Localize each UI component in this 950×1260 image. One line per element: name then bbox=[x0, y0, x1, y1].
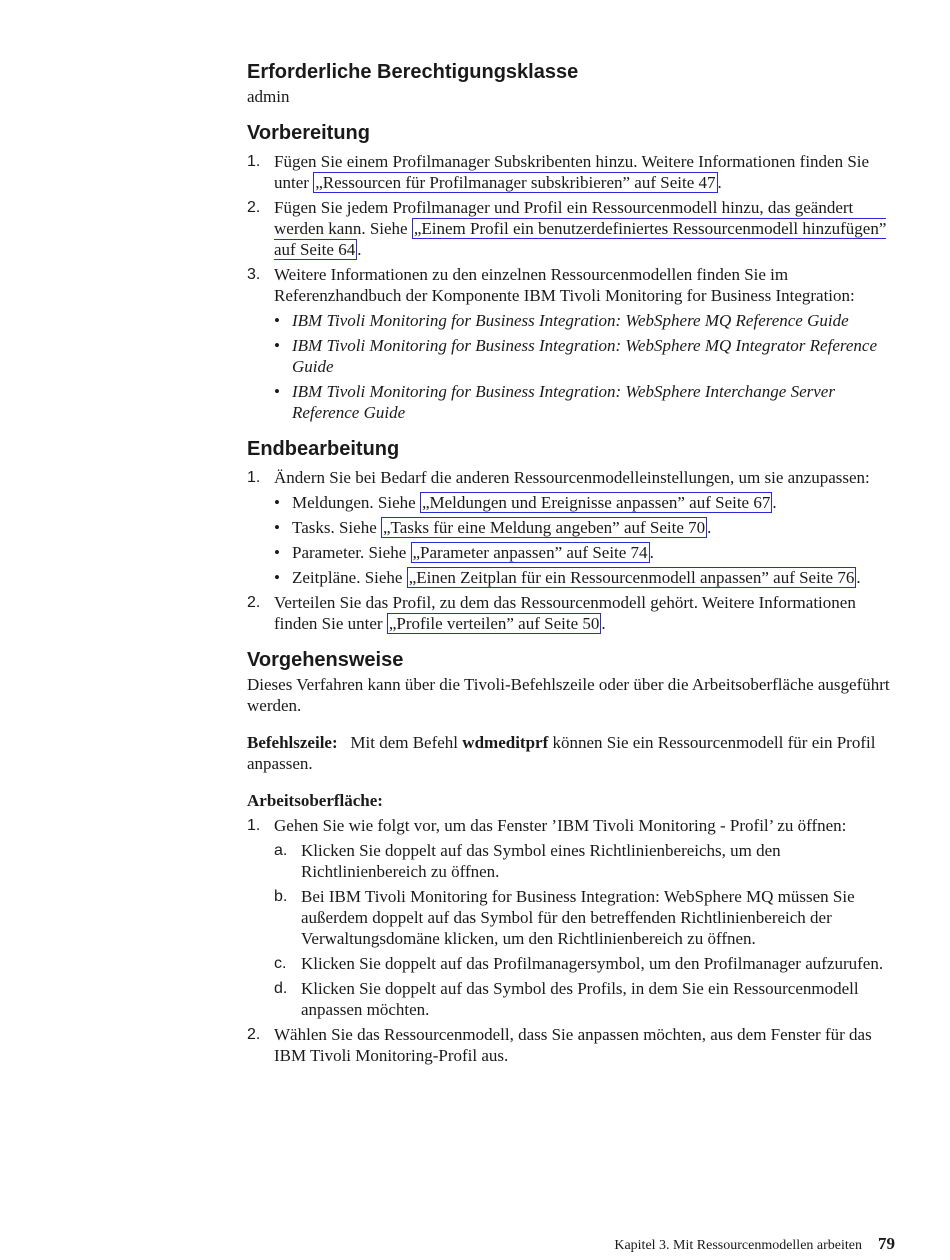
section-preparation bbox=[247, 119, 895, 423]
section-procedure bbox=[247, 646, 895, 1066]
item-text: Weitere Informationen zu den einzelnen Ressourcenmodellen finden Sie im Referenzhandbuch der Komponente IBM Tivoli Monitoring for Business Integration: bbox=[274, 265, 855, 305]
section-required-authorization bbox=[247, 58, 895, 107]
item-text: Wählen Sie das Ressourcenmodell, dass Sie anpassen möchten, aus dem Fenster für das IBM Tivoli Monitoring-Profil aus. bbox=[274, 1025, 872, 1065]
chapter-title: Kapitel 3. Mit Ressourcenmodellen arbeiten bbox=[614, 1238, 862, 1253]
bullet-icon: • bbox=[274, 336, 280, 355]
authorization-role: admin bbox=[247, 87, 290, 106]
list-marker: 3. bbox=[247, 266, 261, 283]
list-item bbox=[274, 310, 895, 331]
list-item bbox=[247, 151, 895, 193]
section-heading: Erforderliche Berechtigungsklasse bbox=[247, 61, 579, 83]
item-text: Tasks. Siehe bbox=[292, 518, 381, 537]
gui-label: Arbeitsoberfläche: bbox=[247, 791, 383, 810]
procedure-intro: Dieses Verfahren kann über die Tivoli-Befehlszeile oder über die Arbeitsoberfläche ausgeführt werden. bbox=[247, 675, 890, 715]
cross-reference-link[interactable]: „Einem Profil ein benutzerdefiniertes Ressourcenmodell hinzufügen” auf Seite 64 bbox=[274, 219, 887, 259]
list-marker: 1. bbox=[247, 153, 261, 170]
command-line-label: Befehlszeile: bbox=[247, 733, 338, 752]
list-marker: a. bbox=[274, 842, 288, 859]
list-item bbox=[274, 953, 895, 974]
page-content bbox=[247, 58, 895, 1070]
item-text: Klicken Sie doppelt auf das Symbol eines Richtlinienbereichs, um den Richtlinienbereich zu öffnen. bbox=[301, 841, 781, 881]
cross-reference-link[interactable]: „Tasks für eine Meldung angeben” auf Seite 70 bbox=[383, 518, 706, 537]
bullet-icon: • bbox=[274, 311, 280, 330]
list-item bbox=[274, 492, 895, 513]
lettered-list bbox=[274, 840, 895, 1020]
list-item bbox=[274, 567, 895, 588]
item-text: Meldungen. Siehe bbox=[292, 493, 420, 512]
reference-guide-title: IBM Tivoli Monitoring for Business Integration: WebSphere MQ Reference Guide bbox=[292, 311, 849, 330]
item-text: Fügen Sie jedem Profilmanager und Profil ein Ressourcenmodell hinzu, das geändert werden kann. Siehe bbox=[274, 198, 854, 238]
list-marker: 1. bbox=[247, 817, 261, 834]
reference-guide-title: IBM Tivoli Monitoring for Business Integration: WebSphere Interchange Server Reference Guide bbox=[292, 382, 835, 422]
list-item bbox=[274, 381, 895, 423]
list-marker: 2. bbox=[247, 199, 261, 216]
numbered-list bbox=[247, 815, 895, 1066]
list-item bbox=[274, 335, 895, 377]
item-text: . bbox=[601, 614, 606, 633]
reference-guide-title: IBM Tivoli Monitoring for Business Integration: WebSphere MQ Integrator Reference Guide bbox=[292, 336, 877, 376]
list-item bbox=[247, 264, 895, 423]
list-item bbox=[274, 978, 895, 1020]
list-marker: 2. bbox=[247, 1026, 261, 1043]
item-text: . bbox=[856, 568, 861, 587]
list-marker: d. bbox=[274, 980, 288, 997]
section-heading: Endbearbeitung bbox=[247, 438, 400, 460]
item-text: Ändern Sie bei Bedarf die anderen Ressourcenmodelleinstellungen, um sie anzupassen: bbox=[274, 468, 870, 487]
cross-reference-link[interactable]: „Einen Zeitplan für ein Ressourcenmodell anpassen” auf Seite 76 bbox=[408, 568, 855, 587]
item-text: . bbox=[357, 240, 362, 259]
cross-reference-link[interactable]: „Meldungen und Ereignisse anpassen” auf Seite 67 bbox=[421, 493, 771, 512]
cross-reference-link[interactable]: „Ressourcen für Profilmanager subskribieren” auf Seite 47 bbox=[315, 173, 716, 192]
item-text: . bbox=[772, 493, 777, 512]
item-text: Mit dem Befehl bbox=[350, 733, 463, 752]
list-item bbox=[247, 592, 895, 634]
item-text: Gehen Sie wie folgt vor, um das Fenster ’IBM Tivoli Monitoring - Profil’ zu öffnen: bbox=[274, 816, 847, 835]
page-footer bbox=[614, 1234, 895, 1254]
bullet-icon: • bbox=[274, 543, 280, 562]
item-text: Parameter. Siehe bbox=[292, 543, 411, 562]
cross-reference-link[interactable]: „Profile verteilen” auf Seite 50 bbox=[388, 614, 600, 633]
list-item bbox=[247, 815, 895, 1020]
cross-reference-link[interactable]: „Parameter anpassen” auf Seite 74 bbox=[412, 543, 648, 562]
item-text: . bbox=[717, 173, 722, 192]
list-item bbox=[247, 467, 895, 588]
item-text: Fügen Sie einem Profilmanager Subskribenten hinzu. Weitere Informationen finden Sie unter bbox=[274, 152, 870, 192]
item-text: können Sie ein Ressourcenmodell für ein Profil anpassen. bbox=[247, 733, 876, 773]
command-name: wdmeditprf bbox=[462, 733, 549, 752]
item-text: Bei IBM Tivoli Monitoring for Business Integration: WebSphere MQ müssen Sie außerdem doppelt auf das Symbol für den betreffenden Richtlinienbereich der Verwaltungsdomäne klicken, um den Richtlinienbereich zu öffnen. bbox=[301, 887, 855, 948]
item-text: Verteilen Sie das Profil, zu dem das Ressourcenmodell gehört. Weitere Informationen finden Sie unter bbox=[274, 593, 856, 633]
command-line-paragraph bbox=[247, 732, 895, 774]
section-post-processing bbox=[247, 435, 895, 634]
item-text: . bbox=[707, 518, 712, 537]
bullet-list bbox=[274, 310, 895, 423]
bullet-icon: • bbox=[274, 493, 280, 512]
list-marker: 2. bbox=[247, 594, 261, 611]
numbered-list bbox=[247, 151, 895, 423]
list-marker: c. bbox=[274, 955, 287, 972]
list-marker: b. bbox=[274, 888, 288, 905]
bullet-icon: • bbox=[274, 382, 280, 401]
bullet-list bbox=[274, 492, 895, 588]
list-item bbox=[274, 840, 895, 882]
section-heading: Vorbereitung bbox=[247, 122, 370, 144]
numbered-list bbox=[247, 467, 895, 634]
gui-paragraph bbox=[247, 790, 895, 811]
section-heading: Vorgehensweise bbox=[247, 649, 404, 671]
page-number: 79 bbox=[878, 1234, 895, 1253]
list-item bbox=[274, 542, 895, 563]
list-marker: 1. bbox=[247, 469, 261, 486]
item-text: . bbox=[649, 543, 654, 562]
list-item bbox=[247, 197, 895, 260]
list-item bbox=[274, 886, 895, 949]
list-item bbox=[247, 1024, 895, 1066]
item-text: Klicken Sie doppelt auf das Symbol des Profils, in dem Sie ein Ressourcenmodell anpassen möchten. bbox=[301, 979, 859, 1019]
item-text: Zeitpläne. Siehe bbox=[292, 568, 407, 587]
item-text: Klicken Sie doppelt auf das Profilmanagersymbol, um den Profilmanager aufzurufen. bbox=[301, 954, 884, 973]
list-item bbox=[274, 517, 895, 538]
bullet-icon: • bbox=[274, 568, 280, 587]
bullet-icon: • bbox=[274, 518, 280, 537]
